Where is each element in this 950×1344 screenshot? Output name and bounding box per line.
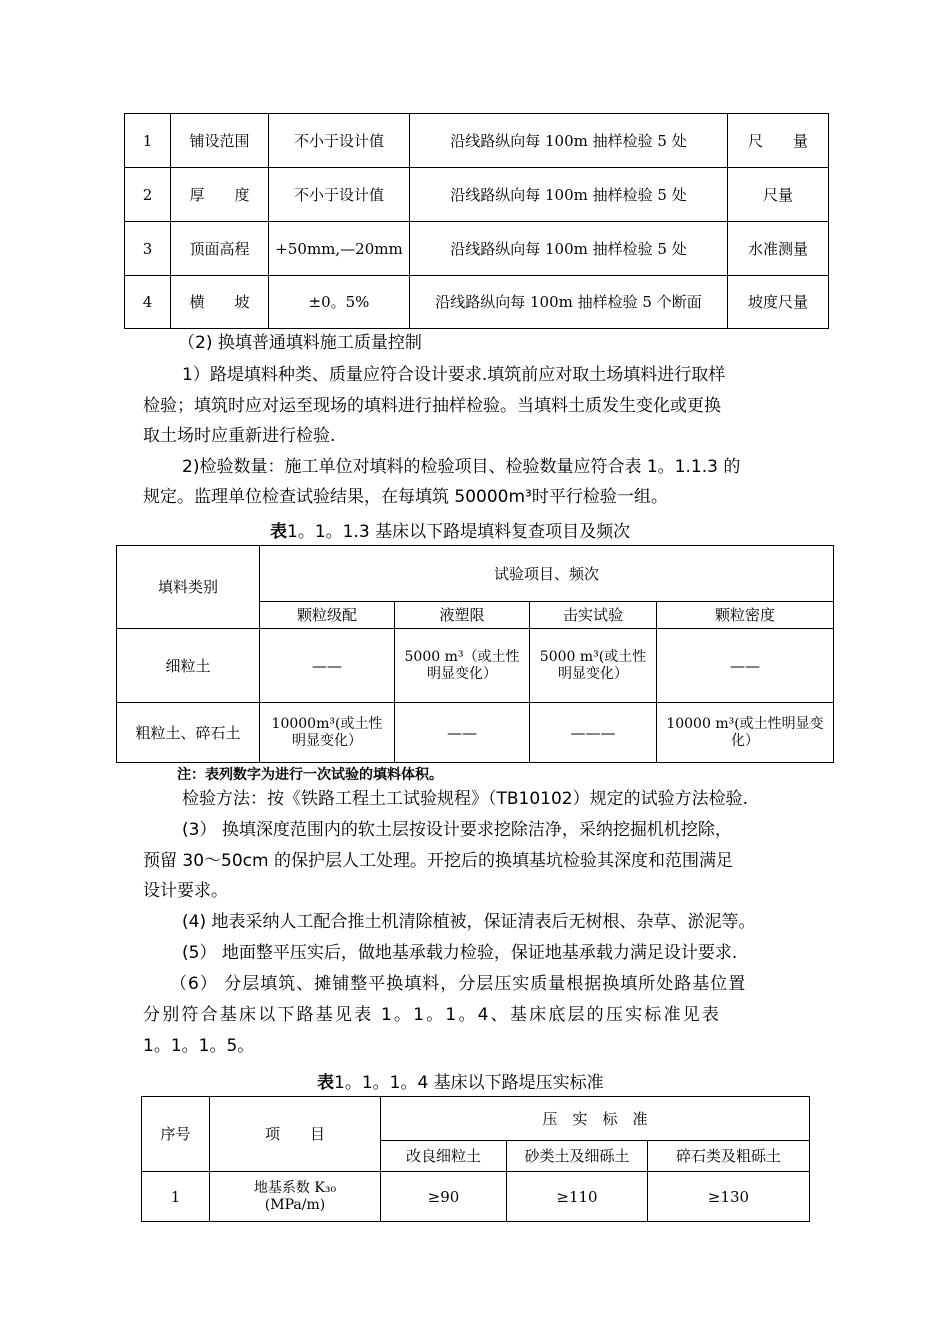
cell: 10000m³(或土性明显变化） <box>260 703 395 763</box>
row-type: 粗粒土、碎石土 <box>117 703 260 763</box>
item-line: (MPa/m) <box>264 1196 326 1213</box>
caption-prefix: 表 <box>270 522 287 542</box>
header-col: 砂类土及细砾土 <box>507 1141 648 1172</box>
row-standard: +50mm,—20mm <box>269 222 410 276</box>
row-frequency: 沿线路纵向每 100m 抽样检验 5 处 <box>410 222 728 276</box>
table-caption <box>270 517 630 542</box>
paragraph-line: 分别符合基床以下路基见表 1。1。1。4、基床底层的压实标准见表 <box>143 1005 722 1025</box>
row-frequency: 沿线路纵向每 100m 抽样检验 5 处 <box>410 168 728 222</box>
caption-text: 1。1。1。4 基床以下路堤压实标准 <box>334 1073 604 1093</box>
table-row <box>117 703 834 763</box>
table-note: 注：表列数字为进行一次试验的填料体积。 <box>177 767 443 783</box>
paragraph-line: 1。1。1。5。 <box>143 1036 255 1056</box>
row-type: 细粒土 <box>117 629 260 703</box>
header-col: 击实试验 <box>530 602 657 629</box>
paragraph-line: （6） 分层填筑、摊铺整平换填料，分层压实质量根据换填所处路基位置 <box>170 974 747 994</box>
cell: ≥130 <box>648 1172 810 1222</box>
table-header-row <box>142 1097 810 1141</box>
paragraph-line: 检验方法：按《铁路工程土工试验规程》（TB10102）规定的试验方法检验. <box>182 789 749 809</box>
table-row <box>125 114 829 168</box>
fill-recheck-table <box>116 545 834 763</box>
header-item: 项 目 <box>210 1097 381 1172</box>
caption-prefix: 表 <box>317 1073 334 1093</box>
header-col: 改良细粒土 <box>381 1141 507 1172</box>
row-method: 尺量 <box>728 168 829 222</box>
header-standard-group: 压 实 标 准 <box>381 1097 810 1141</box>
paragraph-line: 检验；填筑时应对运至现场的填料进行抽样检验。当填料土质发生变化或更换 <box>143 396 721 416</box>
cell: ≥90 <box>381 1172 507 1222</box>
header-no: 序号 <box>142 1097 210 1172</box>
row-method: 尺 量 <box>728 114 829 168</box>
table-row <box>125 276 829 329</box>
paragraph-line: 2)检验数量：施工单位对填料的检验项目、检验数量应符合表 1。1.1.3 的 <box>182 457 741 477</box>
row-frequency: 沿线路纵向每 100m 抽样检验 5 处 <box>410 114 728 168</box>
paragraph-line: (3） 换填深度范围内的软土层按设计要求挖除洁净，采纳挖掘机机挖除， <box>182 820 732 840</box>
cell: —— <box>657 629 834 703</box>
section-title: （2) 换填普通填料施工质量控制 <box>178 333 422 353</box>
paragraph-line: (4) 地表采纳人工配合推土机清除植被，保证清表后无树根、杂草、淤泥等。 <box>182 912 756 932</box>
row-no: 1 <box>125 114 171 168</box>
paragraph-line: (5） 地面整平压实后，做地基承载力检验，保证地基承载力满足设计要求. <box>182 943 738 963</box>
row-item: 顶面高程 <box>171 222 269 276</box>
row-method: 坡度尺量 <box>728 276 829 329</box>
paragraph-line: 1）路堤填料种类、质量应符合设计要求.填筑前应对取土场填料进行取样 <box>182 365 726 385</box>
caption-text: 1。1。1.3 基床以下路堤填料复查项目及频次 <box>287 522 631 542</box>
row-frequency: 沿线路纵向每 100m 抽样检验 5 个断面 <box>410 276 728 329</box>
table-row <box>125 222 829 276</box>
cell: —— <box>395 703 530 763</box>
row-item: 铺设范围 <box>171 114 269 168</box>
header-test-group: 试验项目、频次 <box>260 546 834 602</box>
header-col: 液塑限 <box>395 602 530 629</box>
header-col: 碎石类及粗砾土 <box>648 1141 810 1172</box>
cell: ≥110 <box>507 1172 648 1222</box>
item-line: 地基系数 K₃₀ <box>253 1179 337 1196</box>
row-standard: 不小于设计值 <box>269 114 410 168</box>
cell: —— <box>260 629 395 703</box>
cell: ——— <box>530 703 657 763</box>
row-item: 横 坡 <box>171 276 269 329</box>
table-row <box>142 1172 810 1222</box>
row-standard: 不小于设计值 <box>269 168 410 222</box>
paragraph-line: 设计要求。 <box>143 881 228 901</box>
row-no: 2 <box>125 168 171 222</box>
paragraph-line: 规定。监理单位检查试验结果，在每填筑 50000m³时平行检验一组。 <box>143 487 668 507</box>
paragraph-line: 取土场时应重新进行检验. <box>143 426 336 446</box>
cell: 5000 m³(或土性明显变化） <box>530 629 657 703</box>
row-no: 4 <box>125 276 171 329</box>
paragraph-line: 预留 30～50cm 的保护层人工处理。开挖后的换填基坑检验其深度和范围满足 <box>143 851 733 871</box>
table-row <box>117 629 834 703</box>
row-no: 3 <box>125 222 171 276</box>
cell: 5000 m³（或土性明显变化） <box>395 629 530 703</box>
header-fill-type: 填料类别 <box>117 546 260 629</box>
header-col: 颗粒密度 <box>657 602 834 629</box>
table-caption <box>317 1068 604 1093</box>
cell: 10000 m³(或土性明显变化） <box>657 703 834 763</box>
row-item: 厚 度 <box>171 168 269 222</box>
row-no: 1 <box>142 1172 210 1222</box>
table-header-row <box>117 546 834 602</box>
row-standard: ±0。5% <box>269 276 410 329</box>
compaction-standard-table <box>141 1096 810 1222</box>
quality-check-table <box>124 113 829 329</box>
row-method: 水准测量 <box>728 222 829 276</box>
table-row <box>125 168 829 222</box>
row-item <box>210 1172 381 1222</box>
header-col: 颗粒级配 <box>260 602 395 629</box>
